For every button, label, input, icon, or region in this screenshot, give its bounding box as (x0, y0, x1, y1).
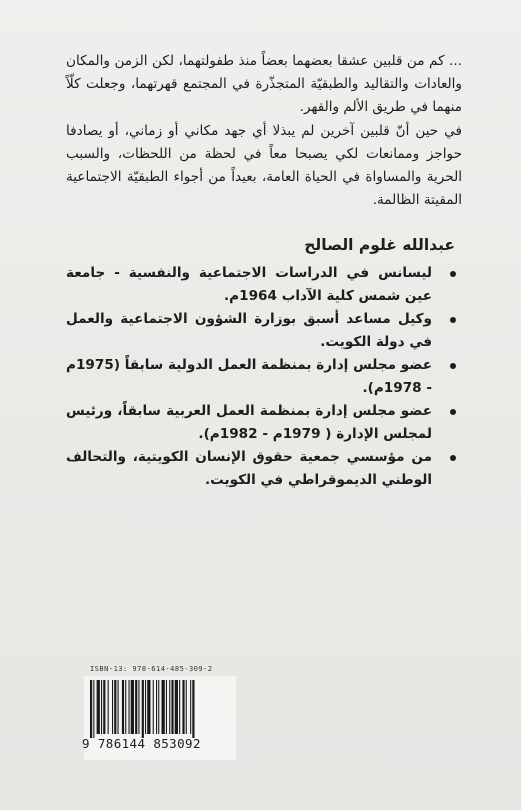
barcode-bar (101, 680, 102, 734)
barcode-bar (166, 680, 167, 734)
barcode-bar (93, 680, 94, 738)
bio-item-text: ليسانس في الدراسات الاجتماعية والنفسية - جامعة عين شمس كلية الآداب 1964م. (66, 265, 432, 304)
bio-item (66, 446, 462, 492)
barcode-icon (88, 680, 232, 738)
barcode-digits: 9 786144 853092 (82, 736, 201, 751)
author-name: عبدالله غلوم الصالح (304, 236, 455, 254)
barcode-bar (142, 680, 144, 738)
barcode-bar (169, 680, 170, 734)
bio-item-text: عضو مجلس إدارة بمنظمة العمل العربية سابقاً، ورئيس لمجلس الإدارة ( 1979م - 1982م). (66, 403, 432, 442)
barcode-bar (135, 680, 137, 734)
barcode-bar (108, 680, 109, 734)
barcode-bar (190, 680, 191, 734)
author-bio-list (66, 262, 462, 492)
barcode-bar (182, 680, 184, 734)
barcode-bar (97, 680, 100, 734)
barcode-bar (131, 680, 134, 734)
blurb-paragraph-1: ... كم من قلبين عشقا بعضهما بعضاً منذ طفولتهما، لكن الزمن والمكان والعادات والتقاليد والطبقيّة المتجذّرة في المجتمع قهرتهما، وجعلت كلّاً منهما في طريق الألم والقهر. (66, 53, 462, 116)
barcode-bar (156, 680, 157, 734)
barcode-bar (171, 680, 173, 734)
blurb-text (66, 50, 462, 212)
bio-item (66, 262, 462, 308)
barcode-bar (179, 680, 180, 734)
bio-item-text: وكيل مساعد أسبق بوزارة الشؤون الاجتماعية والعمل في دولة الكويت. (66, 311, 432, 350)
barcode-bar (122, 680, 124, 734)
bullet-icon (450, 455, 456, 461)
barcode-bar (129, 680, 130, 734)
barcode-bar (145, 680, 146, 734)
bullet-icon (450, 317, 456, 323)
barcode-bar (147, 680, 150, 734)
barcode-bar (158, 680, 159, 734)
bullet-icon (450, 271, 456, 277)
barcode-bar (125, 680, 126, 734)
barcode-bar (153, 680, 154, 734)
isbn-label: ISBN-13: 978-614-485-309-2 (90, 665, 213, 673)
barcode-bar (162, 680, 165, 734)
bio-item-text: من مؤسسي جمعية حقوق الإنسان الكويتية، والتحالف الوطني الديموقراطي في الكويت. (66, 449, 432, 488)
barcode-bar (138, 680, 139, 734)
barcode-bar (186, 680, 187, 734)
blurb-paragraph-2: في حين أنّ قلبين آخرين لم يبذلا أي جهد مكاني أو زماني، أو يصادفا حواجز وممانعات لكي يصبحا معاً في لحظة من اللحظات، والسبب الحرية والمساواة في الحياة العامة، بعيداً من أجواء الطبقيّة الاجتماعية المقيتة الظالمة. (66, 122, 462, 209)
barcode-bar (112, 680, 113, 734)
bullet-icon (450, 409, 456, 415)
bio-item (66, 308, 462, 354)
barcode-bar (114, 680, 116, 734)
bullet-icon (450, 363, 456, 369)
barcode-bar (103, 680, 105, 734)
bio-item (66, 354, 462, 400)
barcode-bar (90, 680, 92, 738)
barcode-bar (118, 680, 119, 734)
bio-item (66, 400, 462, 446)
barcode-bar (192, 680, 194, 738)
barcode-bar (175, 680, 178, 734)
bio-item-text: عضو مجلس إدارة بمنظمة العمل الدولية سابقاً (1975م - 1978م). (66, 357, 432, 396)
